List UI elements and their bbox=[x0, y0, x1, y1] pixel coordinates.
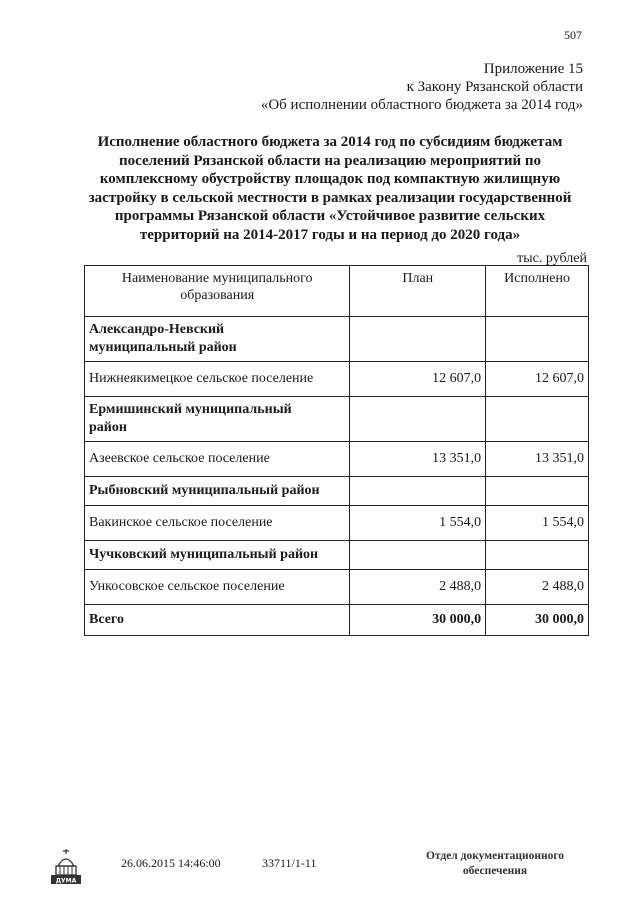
empty-cell bbox=[486, 477, 589, 506]
empty-cell bbox=[350, 477, 486, 506]
plan-value: 13 351,0 bbox=[350, 442, 486, 477]
duma-logo-icon bbox=[48, 846, 84, 886]
done-value: 2 488,0 bbox=[486, 570, 589, 605]
district-row bbox=[85, 397, 589, 442]
header-plan: План bbox=[350, 266, 486, 317]
settlement-row bbox=[85, 570, 589, 605]
title-line: поселений Рязанской области на реализацию мероприятий по bbox=[118, 152, 542, 169]
appendix-line: «Об исполнении областного бюджета за 2014 год» bbox=[260, 97, 583, 113]
empty-cell bbox=[486, 397, 589, 442]
table-header-row bbox=[85, 266, 589, 317]
header-name-line: образования bbox=[180, 288, 255, 303]
district-name bbox=[85, 317, 350, 362]
done-value: 1 554,0 bbox=[486, 506, 589, 541]
header-name bbox=[85, 266, 350, 317]
district-row bbox=[85, 541, 589, 570]
district-name-line: муниципальный район bbox=[89, 340, 237, 355]
empty-cell bbox=[350, 397, 486, 442]
document-title bbox=[70, 133, 590, 244]
empty-cell bbox=[486, 317, 589, 362]
title-line: застройку в сельской местности в рамках реализации государственной bbox=[88, 189, 572, 206]
total-row bbox=[85, 605, 589, 636]
footer-stamp bbox=[420, 849, 570, 879]
district-name: Рыбновский муниципальный район bbox=[85, 477, 350, 506]
page-number: 507 bbox=[564, 28, 582, 42]
empty-cell bbox=[350, 541, 486, 570]
appendix-header bbox=[183, 60, 583, 114]
plan-value: 12 607,0 bbox=[350, 362, 486, 397]
empty-cell bbox=[486, 541, 589, 570]
logo-text: ДУМА bbox=[55, 877, 77, 885]
footer-datetime: 26.06.2015 14:46:00 bbox=[121, 856, 221, 870]
done-value: 13 351,0 bbox=[486, 442, 589, 477]
district-name bbox=[85, 397, 350, 442]
title-line: Исполнение областного бюджета за 2014 год по субсидиям бюджетам bbox=[97, 134, 563, 150]
title-line: комплексному обустройству площадок под компактную жилищную bbox=[99, 171, 561, 187]
plan-value: 2 488,0 bbox=[350, 570, 486, 605]
district-name: Чучковский муниципальный район bbox=[85, 541, 350, 570]
plan-value: 1 554,0 bbox=[350, 506, 486, 541]
settlement-name: Азеевское сельское поселение bbox=[85, 442, 350, 477]
footer-doc-code: 33711/1-11 bbox=[262, 856, 317, 870]
settlement-row bbox=[85, 442, 589, 477]
settlement-name: Нижнеякимецкое сельское поселение bbox=[85, 362, 350, 397]
done-value: 12 607,0 bbox=[486, 362, 589, 397]
district-name-line: район bbox=[89, 420, 127, 435]
settlement-row bbox=[85, 362, 589, 397]
header-done: Исполнено bbox=[486, 266, 589, 317]
district-row bbox=[85, 477, 589, 506]
empty-cell bbox=[350, 317, 486, 362]
total-plan: 30 000,0 bbox=[350, 605, 486, 636]
units-label: тыс. рублей bbox=[517, 251, 587, 266]
appendix-line: к Закону Рязанской области bbox=[406, 79, 583, 95]
title-line: программы Рязанской области «Устойчивое развитие сельских bbox=[114, 208, 546, 224]
district-name-line: Александро-Невский bbox=[89, 322, 225, 337]
total-label: Всего bbox=[85, 605, 350, 636]
budget-table bbox=[84, 265, 589, 636]
settlement-row bbox=[85, 506, 589, 541]
settlement-name: Ункосовское сельское поселение bbox=[85, 570, 350, 605]
settlement-name: Вакинское сельское поселение bbox=[85, 506, 350, 541]
footer-stamp-line: Отдел документационного bbox=[425, 850, 565, 862]
header-name-line: Наименование муниципального bbox=[121, 271, 313, 286]
title-line: территорий на 2014-2017 годы и на период до 2020 года» bbox=[139, 226, 521, 243]
district-row bbox=[85, 317, 589, 362]
appendix-line: Приложение 15 bbox=[483, 61, 583, 77]
total-done: 30 000,0 bbox=[486, 605, 589, 636]
district-name-line: Ермишинский муниципальный bbox=[89, 402, 292, 417]
footer-stamp-line: обеспечения bbox=[462, 865, 528, 877]
